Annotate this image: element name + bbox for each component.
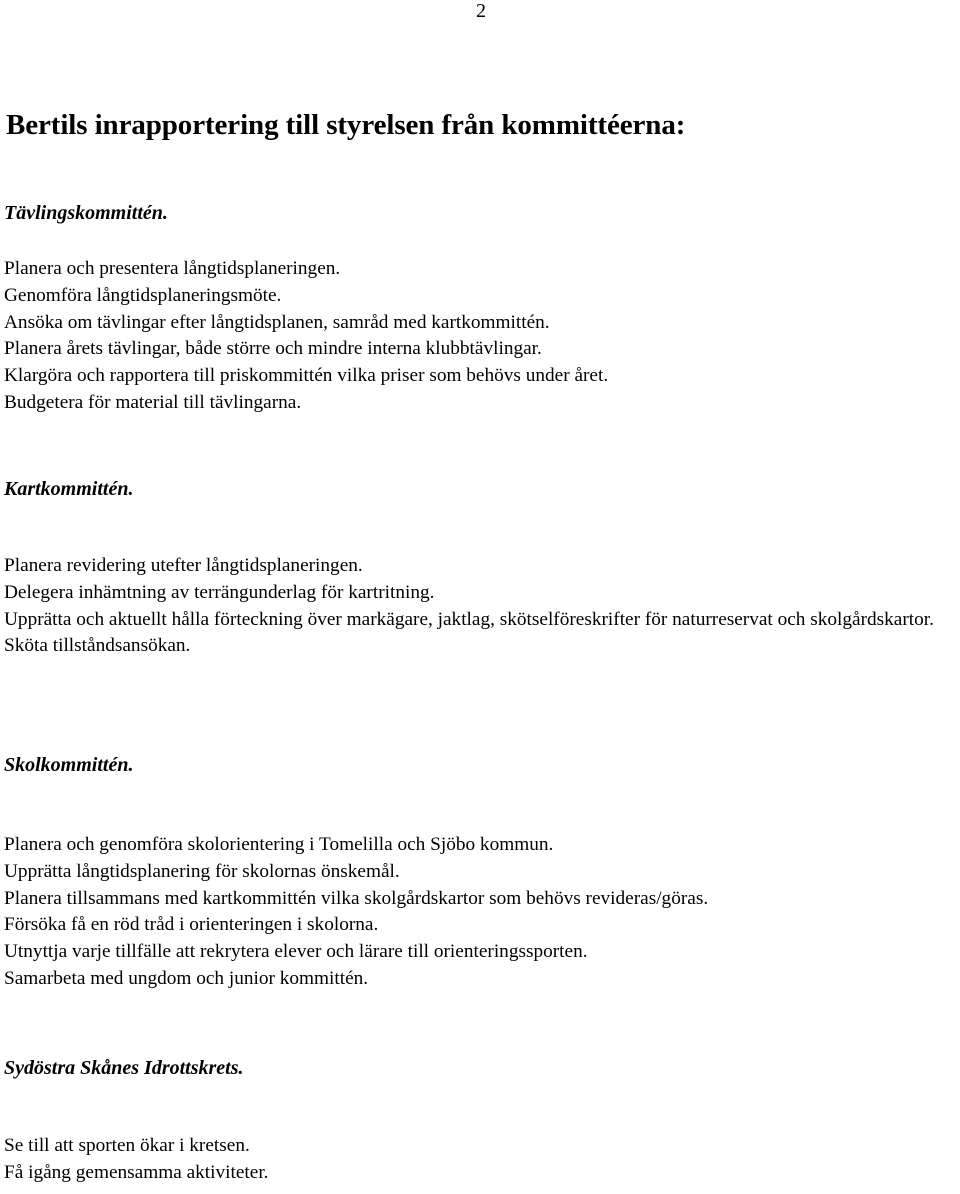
section-heading: Kartkommittén. [4, 478, 134, 500]
section-task-list [4, 553, 960, 660]
page-number: 2 [476, 0, 486, 22]
task-line: Genomföra långtidsplaneringsmöte. [4, 284, 282, 306]
task-line: Upprätta långtidsplanering för skolornas önskemål. [4, 860, 400, 882]
task-line: Sköta tillståndsansökan. [4, 635, 191, 657]
task-line: Samarbeta med ungdom och junior kommittén. [4, 967, 369, 989]
section-kartkommitten [4, 477, 960, 660]
section-heading: Tävlingskommittén. [4, 202, 168, 224]
task-line: Klargöra och rapportera till priskommittén vilka priser som behövs under året. [4, 365, 609, 387]
task-line: Delegera inhämtning av terrängunderlag för kartritning. [4, 581, 435, 603]
task-line: Få igång gemensamma aktiviteter. [4, 1161, 269, 1183]
section-tavlingskommitten [4, 201, 960, 417]
section-task-list [4, 256, 960, 417]
section-skolkommitten [4, 753, 960, 993]
document-title: Bertils inrapportering till styrelsen från kommittéerna: [6, 109, 686, 141]
task-line: Planera årets tävlingar, både större och mindre interna klubbtävlingar. [4, 338, 542, 360]
task-line: Planera och presentera långtidsplaneringen. [4, 258, 341, 279]
section-sydostra-skanes-idrottskrets [4, 1056, 960, 1187]
task-line: Planera och genomföra skolorientering i Tomelilla och Sjöbo kommun. [4, 834, 554, 855]
section-task-list [4, 832, 960, 993]
task-line: Försöka få en röd tråd i orienteringen i skolorna. [4, 914, 379, 936]
task-line: Upprätta och aktuellt hålla förteckning över markägare, jaktlag, skötselföreskrifter för naturreservat och skolgårdskartor. [4, 608, 934, 630]
task-line: Planera tillsammans med kartkommittén vilka skolgårdskartor som behövs revideras/göras. [4, 887, 709, 909]
task-line: Utnyttja varje tillfälle att rekrytera elever och lärare till orienteringssporten. [4, 941, 588, 963]
section-heading: Sydöstra Skånes Idrottskrets. [4, 1057, 244, 1079]
task-line: Budgetera för material till tävlingarna. [4, 391, 302, 413]
section-task-list [4, 1133, 960, 1187]
task-line: Ansöka om tävlingar efter långtidsplanen, samråd med kartkommittén. [4, 311, 550, 333]
section-heading: Skolkommittén. [4, 754, 134, 776]
task-line: Se till att sporten ökar i kretsen. [4, 1135, 250, 1156]
task-line: Planera revidering utefter långtidsplaneringen. [4, 555, 363, 576]
